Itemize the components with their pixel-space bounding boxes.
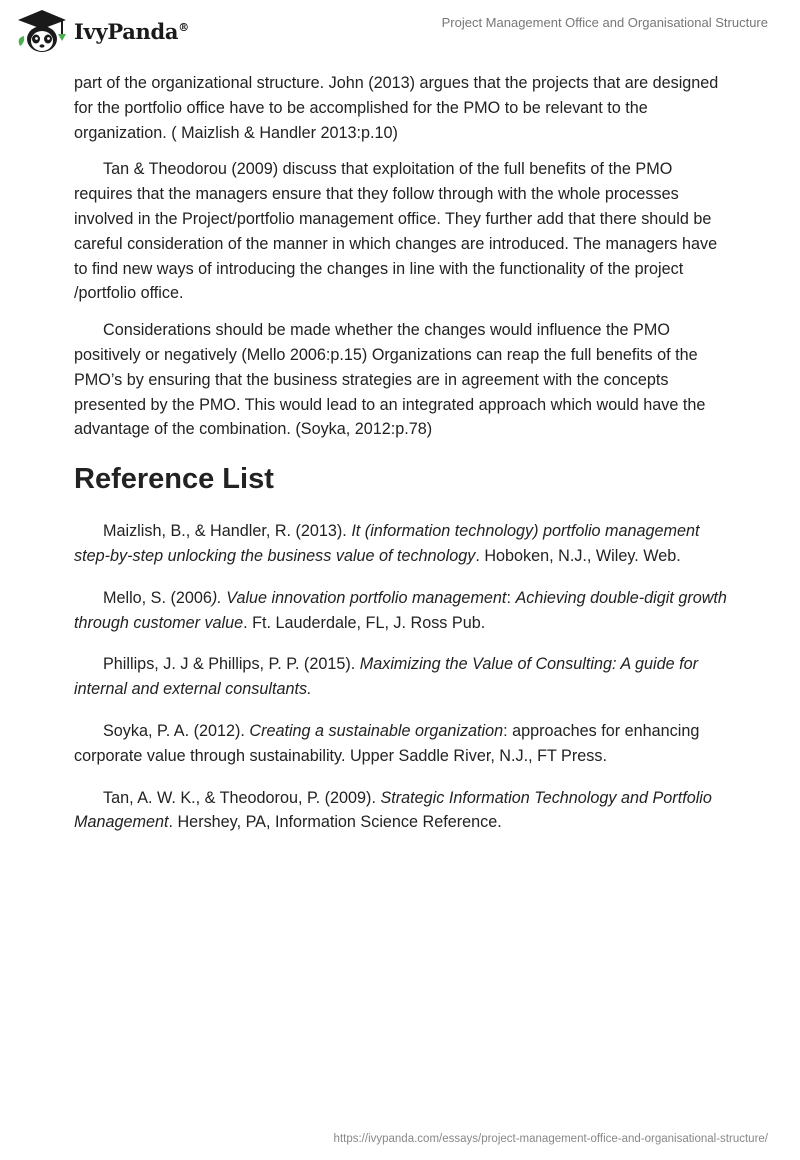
reference-item: Phillips, J. J & Phillips, P. P. (2015). Maximizing the Value of Consulting: A guide for internal and external consultants. bbox=[74, 655, 699, 699]
brand-name: IvyPanda® bbox=[74, 18, 189, 44]
reference-item: Mello, S. (2006). Value innovation portfolio management: Achieving double-digit growth through customer value. Ft. Lauderdale, FL, J. Ross Pub. bbox=[74, 588, 727, 632]
body-paragraph: Considerations should be made whether the changes would influence the PMO positively or negatively (Mello 2006:p.15) Organizations can reap the full benefits of the PMO’s by ensuring that the business strategies are in agreement with the concepts presented by the PMO. This would lead to an integrated approach which would have the advantage of the combination. (Soyka, 2012:p.78) bbox=[74, 321, 706, 439]
running-title: Project Management Office and Organisational Structure bbox=[441, 15, 768, 30]
page-header bbox=[0, 0, 800, 62]
reference-item: Maizlish, B., & Handler, R. (2013). It (information technology) portfolio management step-by-step unlocking the business value of technology. Hoboken, N.J., Wiley. Web. bbox=[74, 522, 700, 565]
body-paragraph: part of the organizational structure. John (2013) argues that the projects that are designed for the portfolio office have to be accomplished for the PMO to be relevant to the organization. ( Maizlish & Handler 2013:p.10) bbox=[74, 74, 719, 142]
source-url[interactable]: https://ivypanda.com/essays/project-management-office-and-organisational-structure/ bbox=[333, 1133, 768, 1145]
reference-item: Soyka, P. A. (2012). Creating a sustainable organization: approaches for enhancing corporate value through sustainability. Upper Saddle River, N.J., FT Press. bbox=[74, 721, 700, 765]
essay-content bbox=[74, 71, 730, 852]
ivypanda-logo[interactable] bbox=[14, 8, 189, 54]
body-paragraph: Tan & Theodorou (2009) discuss that exploitation of the full benefits of the PMO requires that the managers ensure that they follow through with the whole processes involved in the Project/portfolio management office. They further add that there should be careful consideration of the manner in which changes are introduced. The managers have to find new ways of introducing the changes in line with the functionality of the project /portfolio office. bbox=[74, 160, 718, 303]
panda-graduate-icon bbox=[14, 8, 70, 54]
reference-list-heading: Reference List bbox=[74, 463, 274, 496]
reference-item: Tan, A. W. K., & Theodorou, P. (2009). Strategic Information Technology and Portfolio Management. Hershey, PA, Information Science Reference. bbox=[74, 788, 712, 832]
